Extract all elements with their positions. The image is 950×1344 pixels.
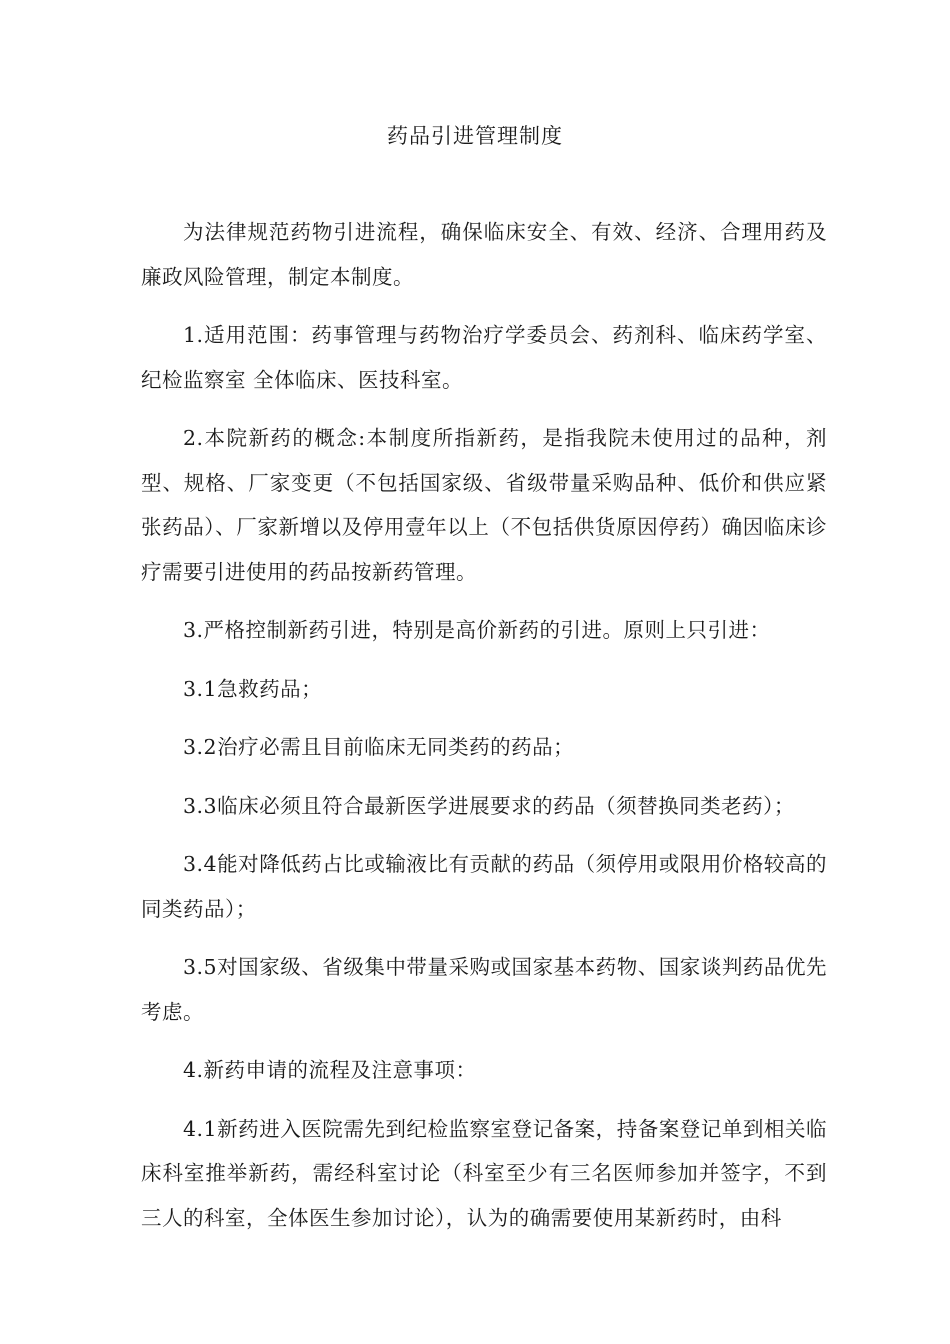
paragraph-item-3-1: 3.1急救药品； [183,676,323,701]
document-body [141,210,827,1254]
paragraph-item-4-1: 4.1新药进入医院需先到纪检监察室登记备案，持备案登记单到相关临床科室推举新药，需经科室讨论（科室至少有三名医师参加并签字，不到三人的科室，全体医生参加讨论），认为的确需要使用某新药时，由科 [141,1116,827,1230]
paragraph-item-3-2: 3.2治疗必需且目前临床无同类药的药品； [183,735,575,759]
paragraph-introduction-principle: 3.严格控制新药引进，特别是高价新药的引进。原则上只引进： [183,618,771,642]
paragraph-new-drug-definition: 2.本院新药的概念:本制度所指新药，是指我院未使用过的品种，剂型、规格、厂家变更（不包括国家级、省级带量采购品种、低价和供应紧张药品）、厂家新增以及停用壹年以上（不包括供货原因停药）确因临床诊疗需要引进使用的药品按新药管理。 [141,426,827,584]
paragraph-application-process: 4.新药申请的流程及注意事项： [183,1058,477,1082]
document-title: 药品引进管理制度 [387,124,563,148]
paragraph-item-3-5: 3.5对国家级、省级集中带量采购或国家基本药物、国家谈判药品优先考虑。 [141,955,827,1024]
paragraph-scope: 1.适用范围：药事管理与药物治疗学委员会、药剂科、临床药学室、纪检监察室 全体临床、医技科室。 [141,323,827,392]
paragraph-item-3-4: 3.4能对降低药占比或输液比有贡献的药品（须停用或限用价格较高的同类药品）； [141,852,827,921]
paragraph-intro: 为法律规范药物引进流程，确保临床安全、有效、经济、合理用药及廉政风险管理，制定本制度。 [141,220,827,289]
paragraph-item-3-3: 3.3临床必须且符合最新医学进展要求的药品（须替换同类老药）； [183,793,795,818]
